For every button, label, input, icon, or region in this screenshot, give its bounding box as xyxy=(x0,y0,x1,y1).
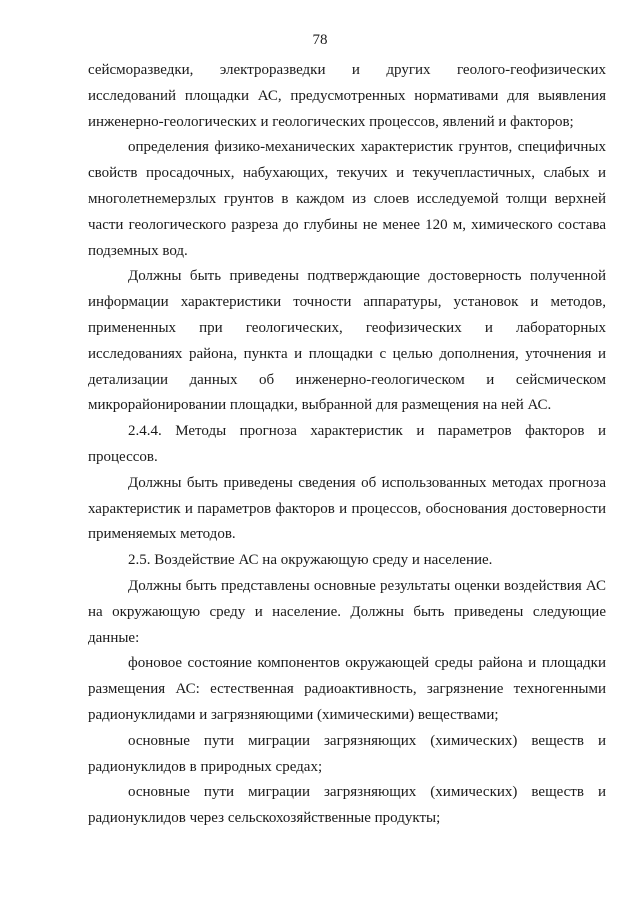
text-line: Должны быть приведены подтверждающие достоверность полученной xyxy=(128,268,606,285)
text-line: радионуклидами и загрязняющими (химическими) веществами; xyxy=(88,706,499,723)
text-line: данные: xyxy=(88,629,140,646)
text-line: микрорайонировании площадки, выбранной для размещения на ней АС. xyxy=(88,397,552,414)
paragraph xyxy=(88,471,606,548)
paragraph xyxy=(88,58,606,135)
text-line: размещения АС: естественная радиоактивность, загрязнение техногенными xyxy=(88,681,606,698)
paragraph xyxy=(88,729,606,781)
text-line: детализации данных об инженерно-геологическом и сейсмическом xyxy=(88,371,606,388)
paragraph xyxy=(88,135,606,264)
page-number: 78 xyxy=(312,32,328,48)
text-line: исследований площадки АС, предусмотренных нормативами для выявления xyxy=(88,87,606,104)
paragraph xyxy=(88,780,606,832)
text-line: характеристик и параметров факторов и процессов, обоснования достоверности xyxy=(88,500,606,517)
text-line: основные пути миграции загрязняющих (химических) веществ и xyxy=(128,784,606,801)
text-line: 2.5. Воздействие АС на окружающую среду и население. xyxy=(128,552,493,569)
document-body xyxy=(88,58,606,832)
text-line: инженерно-геологических и геологических процессов, явлений и факторов; xyxy=(88,113,574,130)
text-line: Должны быть представлены основные результаты оценки воздействия АС xyxy=(128,577,606,594)
text-line: радионуклидов в природных средах; xyxy=(88,758,323,775)
text-line: основные пути миграции загрязняющих (химических) веществ и xyxy=(128,732,606,749)
text-line: фоновое состояние компонентов окружающей среды района и площадки xyxy=(128,655,606,672)
text-line: свойств просадочных, набухающих, текучих и текучепластичных, слабых и xyxy=(88,165,606,182)
text-line: радионуклидов через сельскохозяйственные продукты; xyxy=(88,810,441,827)
text-line: примененных при геологических, геофизических и лабораторных xyxy=(88,319,606,336)
paragraph xyxy=(88,651,606,728)
text-line: на окружающую среду и население. Должны быть приведены следующие xyxy=(88,603,606,620)
text-line: процессов. xyxy=(88,448,158,465)
text-line: многолетнемерзлых грунтов в каждом из слоев исследуемой толщи верхней xyxy=(88,190,606,207)
text-line: части геологического разреза до глубины не менее 120 м, химического состава xyxy=(88,216,606,233)
paragraph xyxy=(88,548,606,574)
paragraph xyxy=(88,264,606,419)
text-line: исследованиях района, пункта и площадки с целью дополнения, уточнения и xyxy=(88,345,606,362)
text-line: Должны быть приведены сведения об использованных методах прогноза xyxy=(128,474,606,491)
text-line: определения физико-механических характеристик грунтов, специфичных xyxy=(128,139,606,156)
text-line: сейсморазведки, электроразведки и других геолого-геофизических xyxy=(88,62,606,78)
text-line: применяемых методов. xyxy=(88,526,236,543)
paragraph xyxy=(88,419,606,471)
text-line: 2.4.4. Методы прогноза характеристик и параметров факторов и xyxy=(128,423,606,440)
paragraph xyxy=(88,574,606,651)
text-line: информации характеристики точности аппаратуры, установок и методов, xyxy=(88,294,606,311)
text-line: подземных вод. xyxy=(88,242,188,259)
